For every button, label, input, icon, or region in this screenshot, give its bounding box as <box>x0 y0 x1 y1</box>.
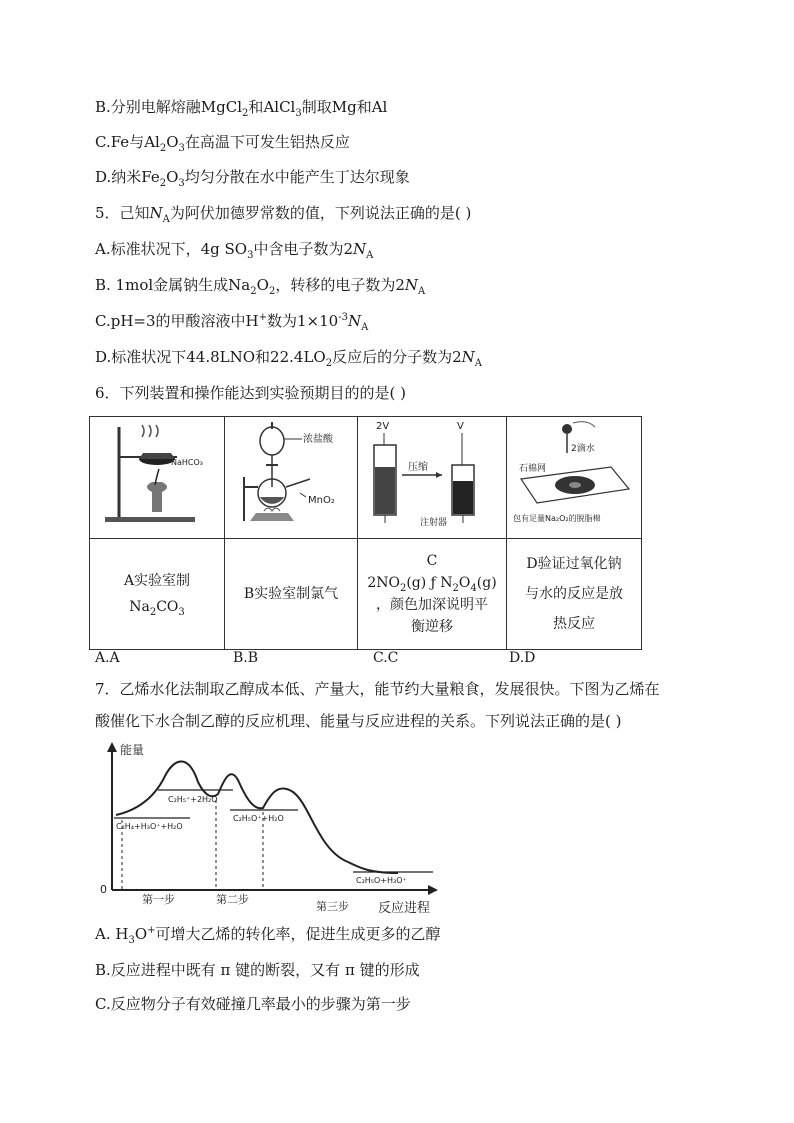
q4-option-d: D.纳米$Fe_2O_3$均匀分散在水中能产生丁达尔现象 <box>95 168 410 189</box>
q7-option-b: B.反应进程中既有 π 键的断裂，又有 π 键的形成 <box>95 961 420 979</box>
step-2-label: 第二步 <box>216 893 249 906</box>
step-1-label: 第一步 <box>142 893 175 906</box>
apparatus-d-drawing <box>511 417 637 529</box>
label-drops: 2滴水 <box>571 444 595 454</box>
apparatus-c-cell <box>358 417 507 539</box>
apparatus-a-drawing <box>97 417 217 529</box>
q6-option-b: B.B <box>233 650 259 666</box>
cell-b-text: B实验室制氯气 <box>225 539 358 650</box>
origin-label: 0 <box>100 883 107 896</box>
q5-stem: 5．己知$N_A$为阿伏加德罗常数的值，下列说法正确的是( ) <box>95 204 472 225</box>
y-axis-label: 能量 <box>120 743 145 757</box>
cell-c-text: C $2NO_2(g)$ ƒ $N_2O_4(g)$ ，颜色加深说明平 衡逆移 <box>358 539 507 650</box>
cell-d-text: D验证过氧化钠 与水的反应是放 热反应 <box>507 539 642 650</box>
q6-option-d: D.D <box>509 650 536 666</box>
q7-stem-line1: 7．乙烯水化法制取乙醇成本低、产量大，能节约大量粮食，发展很快。下图为乙烯在 <box>95 680 660 698</box>
q6-option-c: C.C <box>373 650 399 666</box>
step-3-label: 第三步 <box>316 900 349 913</box>
species-reactants: C₂H₄+H₃O⁺+H₂O <box>116 822 183 831</box>
cell-a-text: A实验室制 $Na_2CO_3$ <box>90 539 225 650</box>
q6-stem: 6．下列装置和操作能达到实验预期目的的是( ) <box>95 384 407 402</box>
energy-profile-diagram <box>98 740 443 918</box>
label-mno2: MnO₂ <box>308 495 335 506</box>
apparatus-c-drawing <box>362 417 502 529</box>
q4-option-b: B.分别电解熔融MgCl$_2$和AlCl$_3$制取Mg和Al <box>95 98 388 119</box>
species-products: C₂H₅O+H₃O⁺ <box>356 876 407 885</box>
label-cotton: 包有足量Na₂O₂的脱脂棉 <box>513 514 601 523</box>
apparatus-a-cell <box>90 417 225 539</box>
q7-stem-line2: 酸催化下水合制乙醇的反应机理、能量与反应进程的关系。下列说法正确的是( ) <box>95 712 622 730</box>
q7-option-a: A. $H_3O^+$可增大乙烯的转化率，促进生成更多的乙醇 <box>95 925 441 946</box>
apparatus-b-drawing <box>230 417 352 529</box>
label-press: 压缩 <box>408 462 428 473</box>
apparatus-d-cell <box>507 417 642 539</box>
species-oxonium: C₂H₅O⁺+H₂O <box>233 814 284 823</box>
label-hcl: 浓盐酸 <box>303 434 333 445</box>
q7-option-c: C.反应物分子有效碰撞几率最小的步骤为第一步 <box>95 995 411 1013</box>
q6-apparatus-table <box>89 416 642 650</box>
x-axis-label: 反应进程 <box>378 901 431 916</box>
label-nahco3: NaHCO₃ <box>171 458 203 467</box>
q5-option-c: C.pH=3的甲酸溶液中H+数为$1\times 10^{-3}N_A$ <box>95 312 369 333</box>
q5-option-b: B. 1mol金属钠生成$Na_2O_2$，转移的电子数为$2N_A$ <box>95 276 426 297</box>
q6-option-a: A.A <box>95 650 120 666</box>
label-v: V <box>457 421 464 432</box>
apparatus-b-cell <box>225 417 358 539</box>
q4-option-c: C.Fe与$Al_2O_3$在高温下可发生铝热反应 <box>95 133 350 154</box>
label-2v: 2V <box>376 421 390 432</box>
label-net: 石棉网 <box>519 464 547 474</box>
label-syringe: 注射器 <box>420 518 448 528</box>
species-carbocation: C₂H₅⁺+2H₂O <box>168 795 218 804</box>
q5-option-a: A.标准状况下，4g $SO_3$中含电子数为$2N_A$ <box>95 240 374 261</box>
q5-option-d: D.标准状况下44.8LNO和$22.4LO_2$反应后的分子数为$2N_A$ <box>95 348 482 369</box>
